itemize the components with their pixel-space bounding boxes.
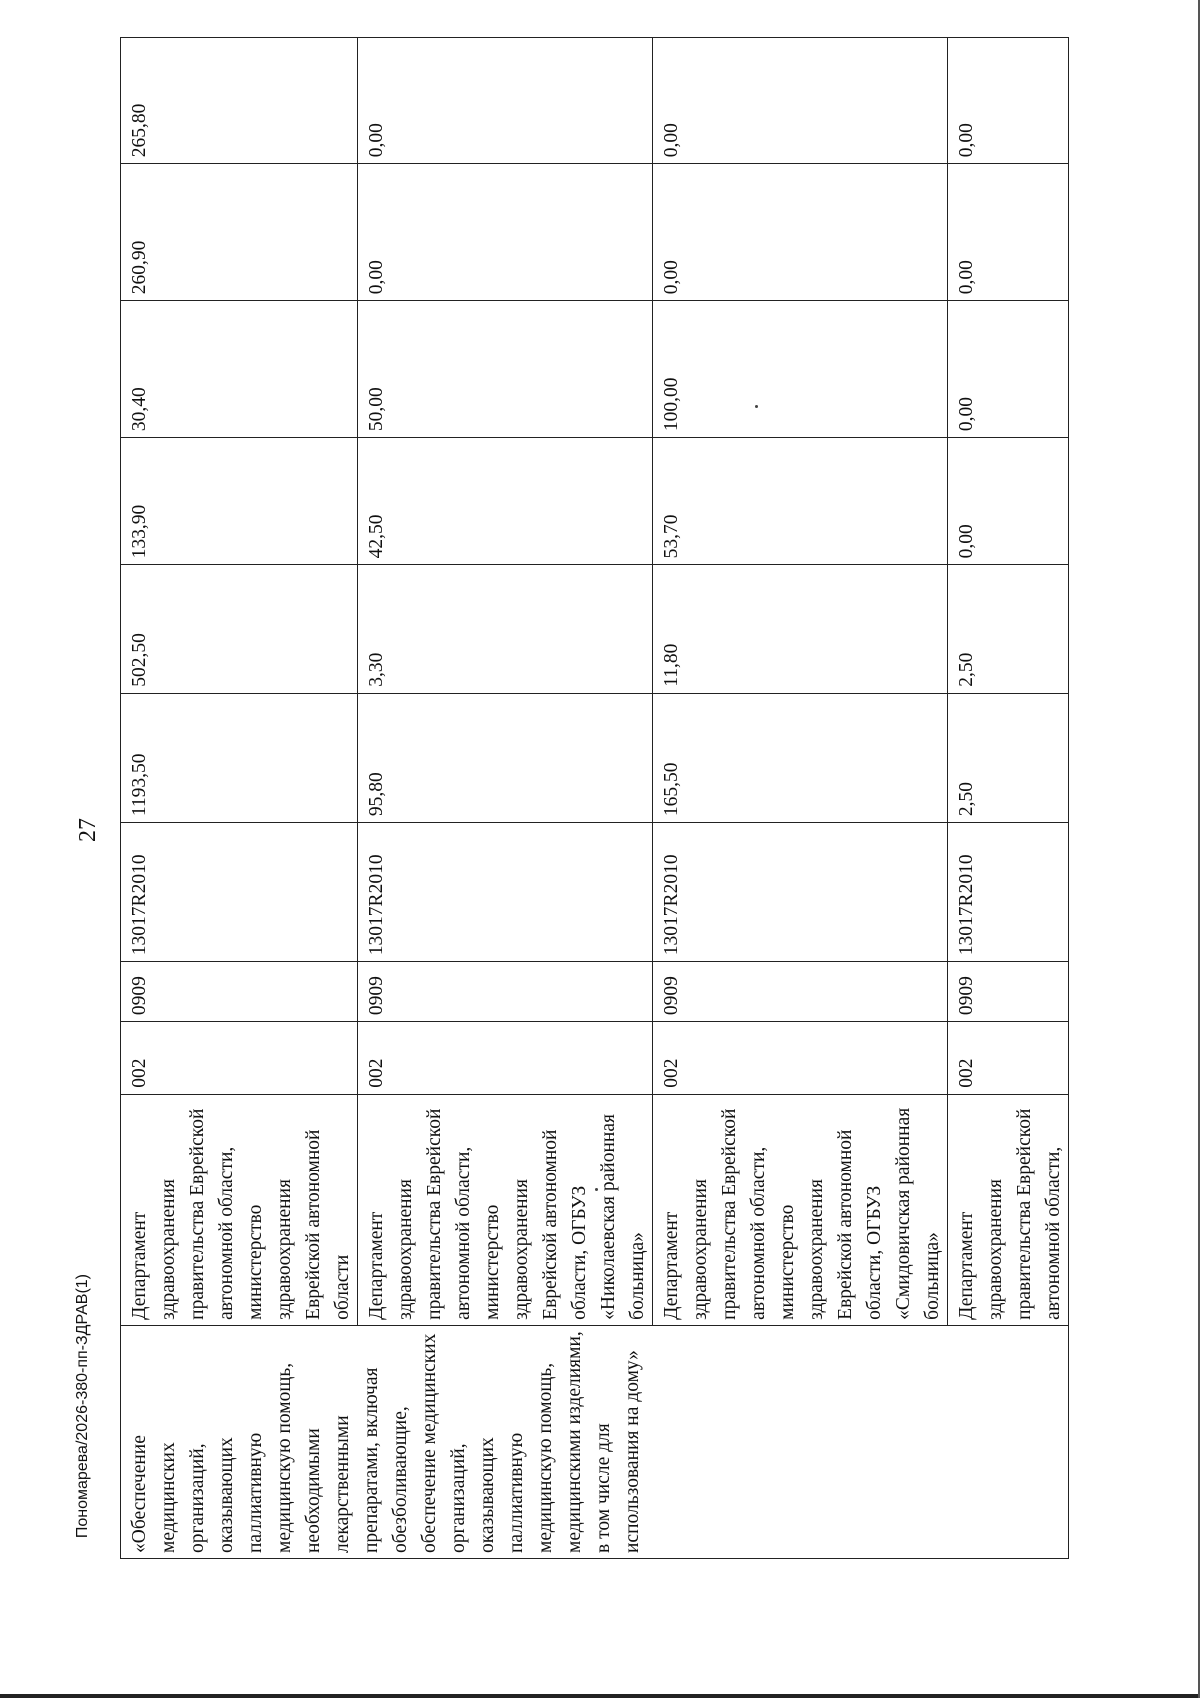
code-cell: 13017R2010 [948, 823, 1069, 962]
code-cell: 002 [653, 1022, 948, 1095]
code-cell: 002 [358, 1022, 653, 1095]
value-cell: 30,40 [121, 301, 358, 438]
code-cell: 13017R2010 [653, 823, 948, 962]
value-cell: 53,70 [653, 438, 948, 565]
value-cell: 1193,50 [121, 693, 358, 822]
value-cell: 0,00 [948, 38, 1069, 164]
code-cell: 0909 [121, 962, 358, 1022]
org-cell: Департамент здравоохранения правительства Еврейской автономной области, министерство здравоохранения Еврейской автономной области, ОГБУЗ «Смидовичская районная больница» [653, 1094, 948, 1325]
value-cell: 95,80 [358, 693, 653, 822]
value-cell: 3,30 [358, 565, 653, 693]
value-cell: 0,00 [948, 301, 1069, 438]
code-cell: 002 [948, 1022, 1069, 1095]
value-cell: 0,00 [358, 164, 653, 301]
value-cell: 133,90 [121, 438, 358, 565]
code-cell: 13017R2010 [358, 823, 653, 962]
value-cell: 0,00 [948, 164, 1069, 301]
value-cell: 50,00 [358, 301, 653, 438]
org-cell: Департамент здравоохранения правительства Еврейской автономной области, [948, 1094, 1069, 1325]
value-cell: 502,50 [121, 565, 358, 693]
value-cell: 0,00 [358, 38, 653, 164]
value-cell: 260,90 [121, 164, 358, 301]
value-cell: 265,80 [121, 38, 358, 164]
value-cell: 11,80 [653, 565, 948, 693]
value-cell: 2,50 [948, 565, 1069, 693]
page-number: 27 [75, 818, 101, 842]
value-cell: 0,00 [948, 438, 1069, 565]
footer-document-id: Пономарева/2026-380-пп-ЗДРАВ(1) [74, 1273, 91, 1538]
value-cell: 100,00 [653, 301, 948, 438]
code-cell: 002 [121, 1022, 358, 1095]
value-cell: 42,50 [358, 438, 653, 565]
code-cell: 13017R2010 [121, 823, 358, 962]
measure-description-cell: «Обеспечение медицинских организаций, оказывающих паллиативную медицинскую помощь, необходимыми лекарственными препаратами, включая обезболивающие, обеспечение медицинских организаций, оказывающих паллиативную медицинскую помощь, медицинскими изделиями, в том числе для использования на дому» [121, 1325, 1069, 1558]
code-cell: 0909 [653, 962, 948, 1022]
value-cell: 165,50 [653, 693, 948, 822]
code-cell: 0909 [358, 962, 653, 1022]
value-cell: 2,50 [948, 693, 1069, 822]
org-cell: Департамент здравоохранения правительства Еврейской автономной области, министерство здравоохранения Еврейской автономной области [121, 1094, 358, 1325]
code-cell: 0909 [948, 962, 1069, 1022]
org-cell: Департамент здравоохранения правительства Еврейской автономной области, министерство здравоохранения Еврейской автономной области, ОГБУЗ «Николаевская районная больница» [358, 1094, 653, 1325]
table-row [121, 38, 358, 1559]
value-cell: 0,00 [653, 164, 948, 301]
budget-table [120, 37, 1069, 1559]
value-cell: 0,00 [653, 38, 948, 164]
